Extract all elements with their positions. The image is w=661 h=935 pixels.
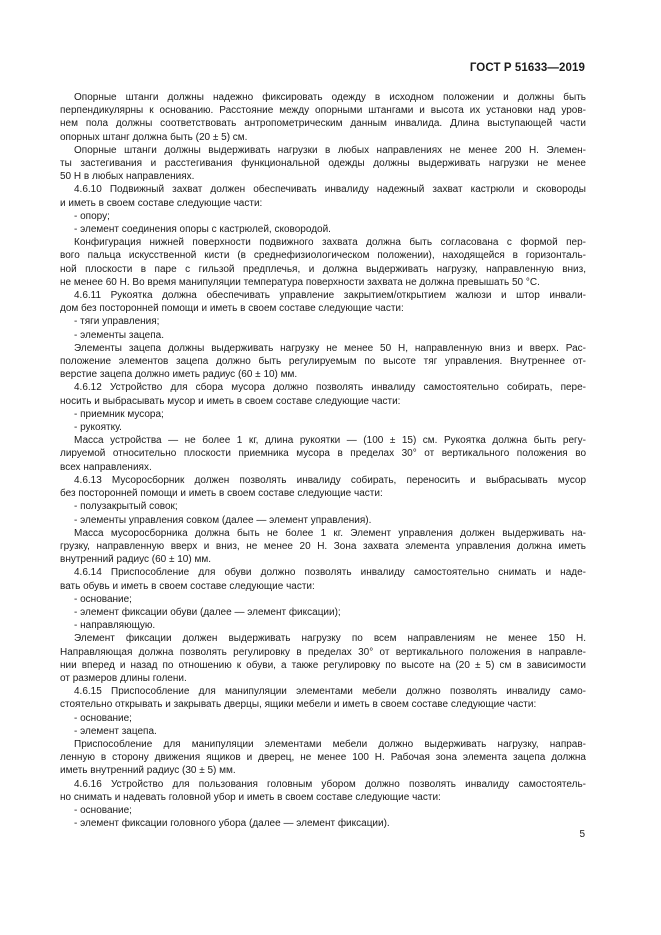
text-line: - рукоятку. bbox=[74, 422, 122, 434]
text-line: Конфигурация нижней поверхности подвижного захвата должна быть согласована с формой пер- bbox=[74, 237, 586, 249]
text-line: перпендикулярны к основанию. Расстояние между опорными штангами и высота их установки над уров- bbox=[60, 105, 586, 117]
text-line: всех направлениях. bbox=[60, 461, 152, 473]
text-line: - основание; bbox=[74, 804, 132, 816]
paragraph bbox=[60, 566, 586, 592]
document-body bbox=[60, 91, 586, 830]
paragraph bbox=[60, 712, 586, 725]
text-line: 4.6.16 Устройство для пользования головным убором должно позволять инвалиду самостоятель- bbox=[74, 778, 586, 790]
text-line: Опорные штанги должны выдерживать нагрузки в любых направлениях не менее 200 Н. Элемен- bbox=[74, 144, 586, 156]
paragraph bbox=[60, 91, 586, 144]
text-line: Направляющая должна позволять регулировку в пределах 30° от вертикального положения в направле- bbox=[60, 646, 586, 658]
text-line: носить и выбрасывать мусор и иметь в своем составе следующие части: bbox=[60, 395, 401, 407]
text-line: внутренний радиус (60 ± 10) мм. bbox=[60, 554, 212, 566]
paragraph bbox=[60, 408, 586, 421]
paragraph bbox=[60, 474, 586, 500]
paragraph bbox=[60, 527, 586, 567]
text-line: - основание; bbox=[74, 593, 132, 605]
text-line: 4.6.11 Рукоятка должна обеспечивать управление закрытием/открытием жалюзи и штор инвали- bbox=[74, 290, 586, 302]
text-line: ты застегивания и расстегивания функциональной одежды должны выдерживать нагрузки не менее bbox=[60, 158, 586, 170]
text-line: 4.6.14 Приспособление для обуви должно позволять инвалиду самостоятельно снимать и наде- bbox=[74, 567, 586, 579]
text-line: Элементы зацепа должны выдерживать нагрузку не менее 50 Н, направленную вниз и вверх. Рас- bbox=[74, 342, 586, 354]
text-line: - элемент зацепа. bbox=[74, 725, 157, 737]
text-line: опорных штанг должна быть (20 ± 5) см. bbox=[60, 131, 248, 143]
text-line: ной плоскости в паре с гильзой предплечья, и должна выдерживать нагрузку, направленную вниз, bbox=[60, 263, 586, 275]
text-line: - опору; bbox=[74, 210, 110, 222]
text-line: - элемент фиксации обуви (далее — элемент фиксации); bbox=[74, 606, 341, 618]
paragraph bbox=[60, 315, 586, 328]
text-line: - элементы управления совком (далее — элемент управления). bbox=[74, 514, 372, 526]
text-line: - тяги управления; bbox=[74, 316, 160, 328]
paragraph bbox=[60, 223, 586, 236]
text-line: лируемой относительно плоскости приемника мусора в пределах 30° от вертикального положения во bbox=[60, 448, 586, 460]
paragraph bbox=[60, 778, 586, 804]
page-number: 5 bbox=[579, 829, 585, 840]
text-line: Элемент фиксации должен выдерживать нагрузку по всем направлениям не менее 150 Н. bbox=[74, 633, 586, 645]
paragraph bbox=[60, 738, 586, 778]
standard-code-header: ГОСТ Р 51633—2019 bbox=[469, 62, 585, 74]
text-line: - элемент фиксации головного убора (далее — элемент фиксации). bbox=[74, 818, 390, 830]
text-line: положение элементов зацепа должно быть регулируемым по высоте тяг управления. Внутреннее от- bbox=[60, 356, 586, 368]
text-line: 4.6.15 Приспособление для манипуляции элементами мебели должно позволять инвалиду само- bbox=[74, 686, 586, 698]
text-line: вать обувь и иметь в своем составе следующие части: bbox=[60, 580, 315, 592]
text-line: грузку, направленную вверх и вниз, не менее 20 Н. Зона захвата элемента управления должна иметь bbox=[60, 540, 586, 552]
text-line: - направляющую. bbox=[74, 620, 156, 632]
paragraph bbox=[60, 289, 586, 315]
paragraph bbox=[60, 210, 586, 223]
paragraph bbox=[60, 500, 586, 513]
paragraph bbox=[60, 632, 586, 685]
text-line: нем пола должны соответствовать антропометрическим данным инвалида. Длина выступающей части bbox=[60, 118, 586, 130]
text-line: 4.6.13 Мусоросборник должен позволять инвалиду собирать, переносить и выбрасывать мусор bbox=[74, 474, 586, 486]
text-line: - полузакрытый совок; bbox=[74, 501, 178, 513]
text-line: и иметь в своем составе следующие части: bbox=[60, 197, 263, 209]
paragraph bbox=[60, 619, 586, 632]
text-line: Приспособление для манипуляции элементами мебели должно выдерживать нагрузку, направ- bbox=[74, 738, 586, 750]
text-line: верстие зацепа должно иметь радиус (60 ± 10) мм. bbox=[60, 369, 298, 381]
paragraph bbox=[60, 606, 586, 619]
text-line: Опорные штанги должны надежно фиксировать одежду в исходном положении и должны быть bbox=[74, 92, 586, 103]
text-line: - основание; bbox=[74, 712, 132, 724]
text-line: иметь внутренний радиус (30 ± 5) мм. bbox=[60, 765, 236, 777]
text-line: Масса мусоросборника должна быть не более 1 кг. Элемент управления должен выдерживать на- bbox=[74, 527, 586, 539]
text-line: без посторонней помощи и иметь в своем составе следующие части: bbox=[60, 488, 383, 500]
text-line: - приемник мусора; bbox=[74, 408, 164, 420]
paragraph bbox=[60, 342, 586, 382]
text-line: вого пальца искусственной кисти (в среднефизиологическом положении), находящейся в горизонталь- bbox=[60, 250, 586, 262]
paragraph bbox=[60, 685, 586, 711]
paragraph bbox=[60, 725, 586, 738]
paragraph bbox=[60, 421, 586, 434]
paragraph bbox=[60, 817, 586, 830]
paragraph bbox=[60, 381, 586, 407]
paragraph bbox=[60, 329, 586, 342]
paragraph bbox=[60, 593, 586, 606]
text-line: стоятельно открывать и закрывать дверцы, ящики мебели и иметь в своем составе следующие части: bbox=[60, 699, 537, 711]
paragraph bbox=[60, 804, 586, 817]
text-line: - элементы зацепа. bbox=[74, 329, 164, 341]
text-line: но снимать и надевать головной убор и иметь в своем составе следующие части: bbox=[60, 791, 441, 803]
text-line: 50 Н в любых направлениях. bbox=[60, 171, 195, 183]
text-line: ленную в сторону движения ящиков и дверец, не менее 100 Н. Рабочая зона элемента зацепа должна bbox=[60, 752, 586, 764]
text-line: дом без посторонней помощи и иметь в своем составе следующие части: bbox=[60, 303, 404, 315]
paragraph bbox=[60, 434, 586, 474]
text-line: - элемент соединения опоры с кастрюлей, сковородой. bbox=[74, 224, 331, 236]
text-line: 4.6.10 Подвижный захват должен обеспечивать инвалиду надежный захват кастрюли и сковороды bbox=[74, 184, 586, 196]
text-line: нии вперед и назад по отношению к обуви, а также регулировку по высоте на (20 ± 5) см в зависимости bbox=[60, 659, 586, 671]
text-line: не менее 60 Н. Во время манипуляции температура поверхности захвата не должна превышать 50 °С. bbox=[60, 276, 540, 288]
paragraph bbox=[60, 183, 586, 209]
text-line: 4.6.12 Устройство для сбора мусора должно позволять инвалиду самостоятельно собирать, пере- bbox=[74, 382, 586, 394]
paragraph bbox=[60, 514, 586, 527]
text-line: от размеров длины голени. bbox=[60, 672, 187, 684]
paragraph bbox=[60, 236, 586, 289]
paragraph bbox=[60, 144, 586, 184]
text-line: Масса устройства — не более 1 кг, длина рукоятки — (100 ± 15) см. Рукоятка должна быть регу- bbox=[74, 435, 586, 447]
